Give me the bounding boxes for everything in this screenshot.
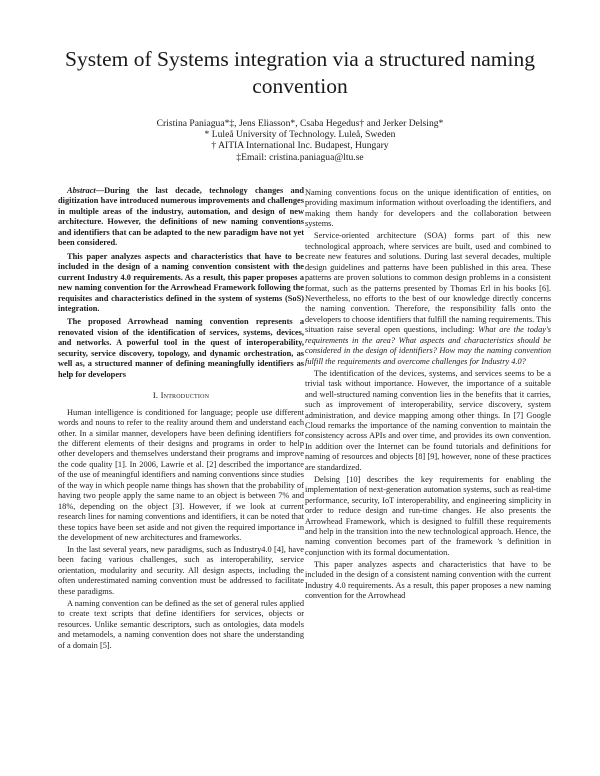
author-block <box>40 118 560 163</box>
affiliation-2: † AITIA International Inc. Budapest, Hungary <box>211 140 389 152</box>
body-paragraph: This paper analyzes aspects and characteristics that have to be included in the design of a consistent naming convention with the current Industry 4.0 requirements. As a result, this paper proposes a new naming convention for the Arrowhead <box>305 559 551 601</box>
abstract-text: —During the last decade, technology changes and digitization have introduced numerous improvements and challenges in multiple areas of the industry, automation, and design of new architecture. However, the definitions of new naming conventions and identifiers that can be adapted to the new paradigm have not yet been considered. <box>58 186 304 248</box>
body-paragraph: Human intelligence is conditioned for language; people use different words and nouns to refer to the reality around them and understand each other. In a similar manner, developers have been defining identifiers for the different elements of their designs and programs in order to help other developers and themselves understand their programs and improve the code quality [1]. In 2006, Lawrie et al. [2] described the importance of the use of meaningful identifiers and naming conventions since studies of the way in which people name things has shown that the probability of having two people apply the same name to an object is between 7% and 18%, depending on the object [3]. However, if we look at current research lines for naming conventions and identifiers, it can be noted that these topics have been set aside and not given the required importance in the development of new architectures and frameworks. <box>58 407 304 543</box>
author-names: Cristina Paniagua*‡, Jens Eliasson*, Csaba Hegedus† and Jerker Delsing* <box>156 118 444 129</box>
abstract-paragraph: This paper analyzes aspects and characteristics that have to be included in the design of a naming convention consistent with the current Industry 4.0 requirements. As a result, this paper proposes a new naming convention for the Arrowhead Framework following the requisites and characteristics defined in the system of systems (SoS) integration. <box>58 251 304 313</box>
body-paragraph: Naming conventions focus on the unique identification of entities, on providing maximum information without overloading the identifiers, and making them handy for developers and the collaboration between systems. <box>305 188 551 229</box>
research-questions: What are the today's requirements in the area? What aspects and characteristics should be considered in the design of identifiers? How may the naming convention fulfill the requirements and overcome challenges for Industry 4.0? <box>305 325 552 366</box>
body-paragraph: The identification of the devices, systems, and services seems to be a trivial task without importance. However, the importance of a suitable and well-structured naming convention lies in the benefits that it carries, such as improvement of interoperability, service discovery, system administration, and device mapping among other things. In [7] Google Cloud remarks the importance of the naming convention to maintain the consistency across APIs and over time, and provides its own convention. In addition over the Internet can be found tutorials and definitions for naming of resources and objects [8] [9], however, none of these practices are standardized. <box>305 368 551 472</box>
body-paragraph: Delsing [10] describes the key requirements for enabling the implementation of next-generation automation systems, such as real-time performance, security, IoT interoperability, and engineering simplicity in order to reduce design and run-time changes. He also presents the Arrowhead Framework, which is designed to fulfill these requirements and help in the transition into the new technological approach. Hence, the naming convention becomes part of the framework 's definition in conjunction with its formal documentation. <box>305 474 551 557</box>
section-heading <box>58 390 304 400</box>
abstract-label: Abstract <box>67 186 96 195</box>
body-paragraph: In the last several years, new paradigms, such as Industry4.0 [4], have been facing various challenges, such as interoperability, service orientation, modularity and security. All design aspects, including the often underestimated naming convention must be addressed to facilitate these paradigms. <box>58 545 304 596</box>
abstract-paragraph <box>58 186 304 249</box>
section-title: Introduction <box>160 390 210 401</box>
affiliation-1: * Luleå University of Technology. Luleå, Sweden <box>204 129 396 141</box>
author-email: ‡Email: cristina.paniagua@ltu.se <box>236 151 364 163</box>
body-paragraph <box>305 231 551 367</box>
abstract-paragraph: The proposed Arrowhead naming convention represents a renovated vision of the identification of services, systems, devices, and networks. A powerful tool in the quest of interoperability, security, service discovery, topology, and dynamic orchestration, as well as, a structured manner of defining meaningfully identifiers as help for developers <box>58 317 304 379</box>
body-text: Service-oriented architecture (SOA) forms part of this new technological approach, where services are built, used and combined to create new features and solutions. During last several decades, multiple design guidelines and patterns have been published in this area. These patterns are proven solutions to common design problems in a consistent format, such as the patterns presented by Thomas Erl in his books [6]. Nevertheless, no efforts to the best of our knowledge directly concerns the naming convention. Therefore, the responsibility falls onto the developers to choose identifiers that fulfill the naming requirements. This situation raise several open questions, including: <box>305 231 551 335</box>
intro-body <box>58 408 304 651</box>
body-paragraph: A naming convention can be defined as the set of general rules applied to create text scripts that define identifiers for services, objects or resources. Unlike semantic descriptors, such as ontologies, data models and metamodels, a naming convention does not share the understanding of a domain [5]. <box>58 598 304 650</box>
right-column <box>305 188 551 602</box>
left-column <box>58 186 304 651</box>
paper-title: System of Systems integration via a structured naming convention <box>65 47 535 98</box>
section-number: I. <box>152 390 159 401</box>
abstract <box>58 186 304 380</box>
